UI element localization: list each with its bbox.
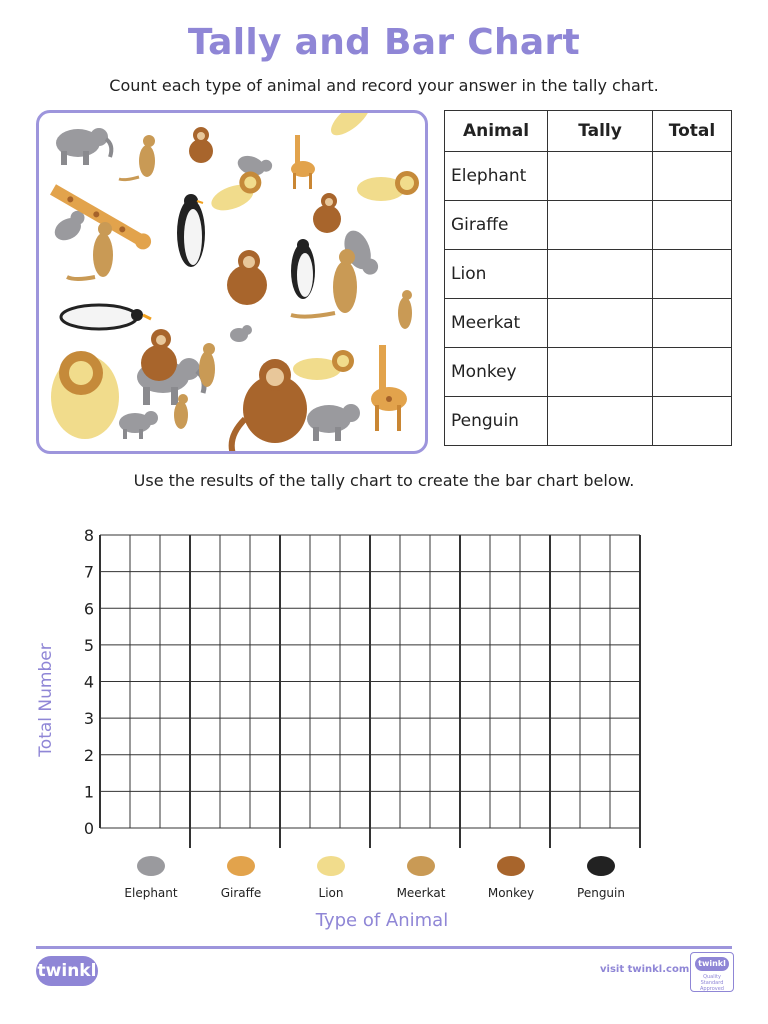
penguin-icon — [587, 856, 615, 876]
instruction-bar-chart: Use the results of the tally chart to create the bar chart below. — [133, 471, 635, 490]
y-tick-label: 6 — [83, 599, 94, 619]
tally-row-label: Monkey — [445, 348, 548, 397]
x-tick-label: Lion — [318, 886, 344, 900]
tally-header-tally: Tally — [548, 111, 653, 152]
visit-link[interactable]: visit twinkl.com — [600, 964, 690, 975]
tally-row-label: Penguin — [445, 397, 548, 446]
meerkat-icon — [407, 856, 435, 876]
lion-icon — [317, 856, 345, 876]
tally-row-label: Lion — [445, 250, 548, 299]
tally-header-total: Total — [653, 111, 732, 152]
x-tick-label: Penguin — [577, 886, 625, 900]
y-tick-label: 3 — [83, 709, 94, 729]
x-tick-label: Elephant — [124, 886, 178, 900]
tally-header-animal: Animal — [445, 111, 548, 152]
elephant-icon — [137, 856, 165, 876]
instruction-count: Count each type of animal and record your answer in the tally chart. — [109, 76, 659, 95]
tally-row-label: Giraffe — [445, 201, 548, 250]
y-axis-label: Total Number — [36, 643, 56, 757]
x-tick-label: Meerkat — [396, 886, 446, 900]
y-tick-label: 4 — [83, 672, 94, 692]
quality-badge — [690, 952, 734, 992]
y-tick-label: 5 — [83, 635, 94, 655]
tally-row-label: Meerkat — [445, 299, 548, 348]
monkey-icon — [497, 856, 525, 876]
giraffe-icon — [227, 856, 255, 876]
y-tick-label: 1 — [83, 782, 94, 802]
badge-logo: twinkl — [695, 957, 729, 971]
y-tick-label: 2 — [83, 745, 94, 765]
y-tick-label: 8 — [83, 526, 94, 545]
footer-divider — [36, 946, 732, 949]
tally-row-label: Elephant — [445, 152, 548, 201]
twinkl-logo: twinkl — [36, 956, 98, 986]
y-tick-label: 0 — [83, 819, 94, 838]
page-title: Tally and Bar Chart — [187, 22, 581, 63]
x-tick-label: Giraffe — [220, 886, 262, 900]
y-tick-label: 7 — [83, 562, 94, 582]
badge-subtitle: Quality Standard Approved — [700, 974, 724, 992]
x-axis-label: Type of Animal — [315, 910, 449, 931]
x-tick-label: Monkey — [487, 886, 535, 900]
